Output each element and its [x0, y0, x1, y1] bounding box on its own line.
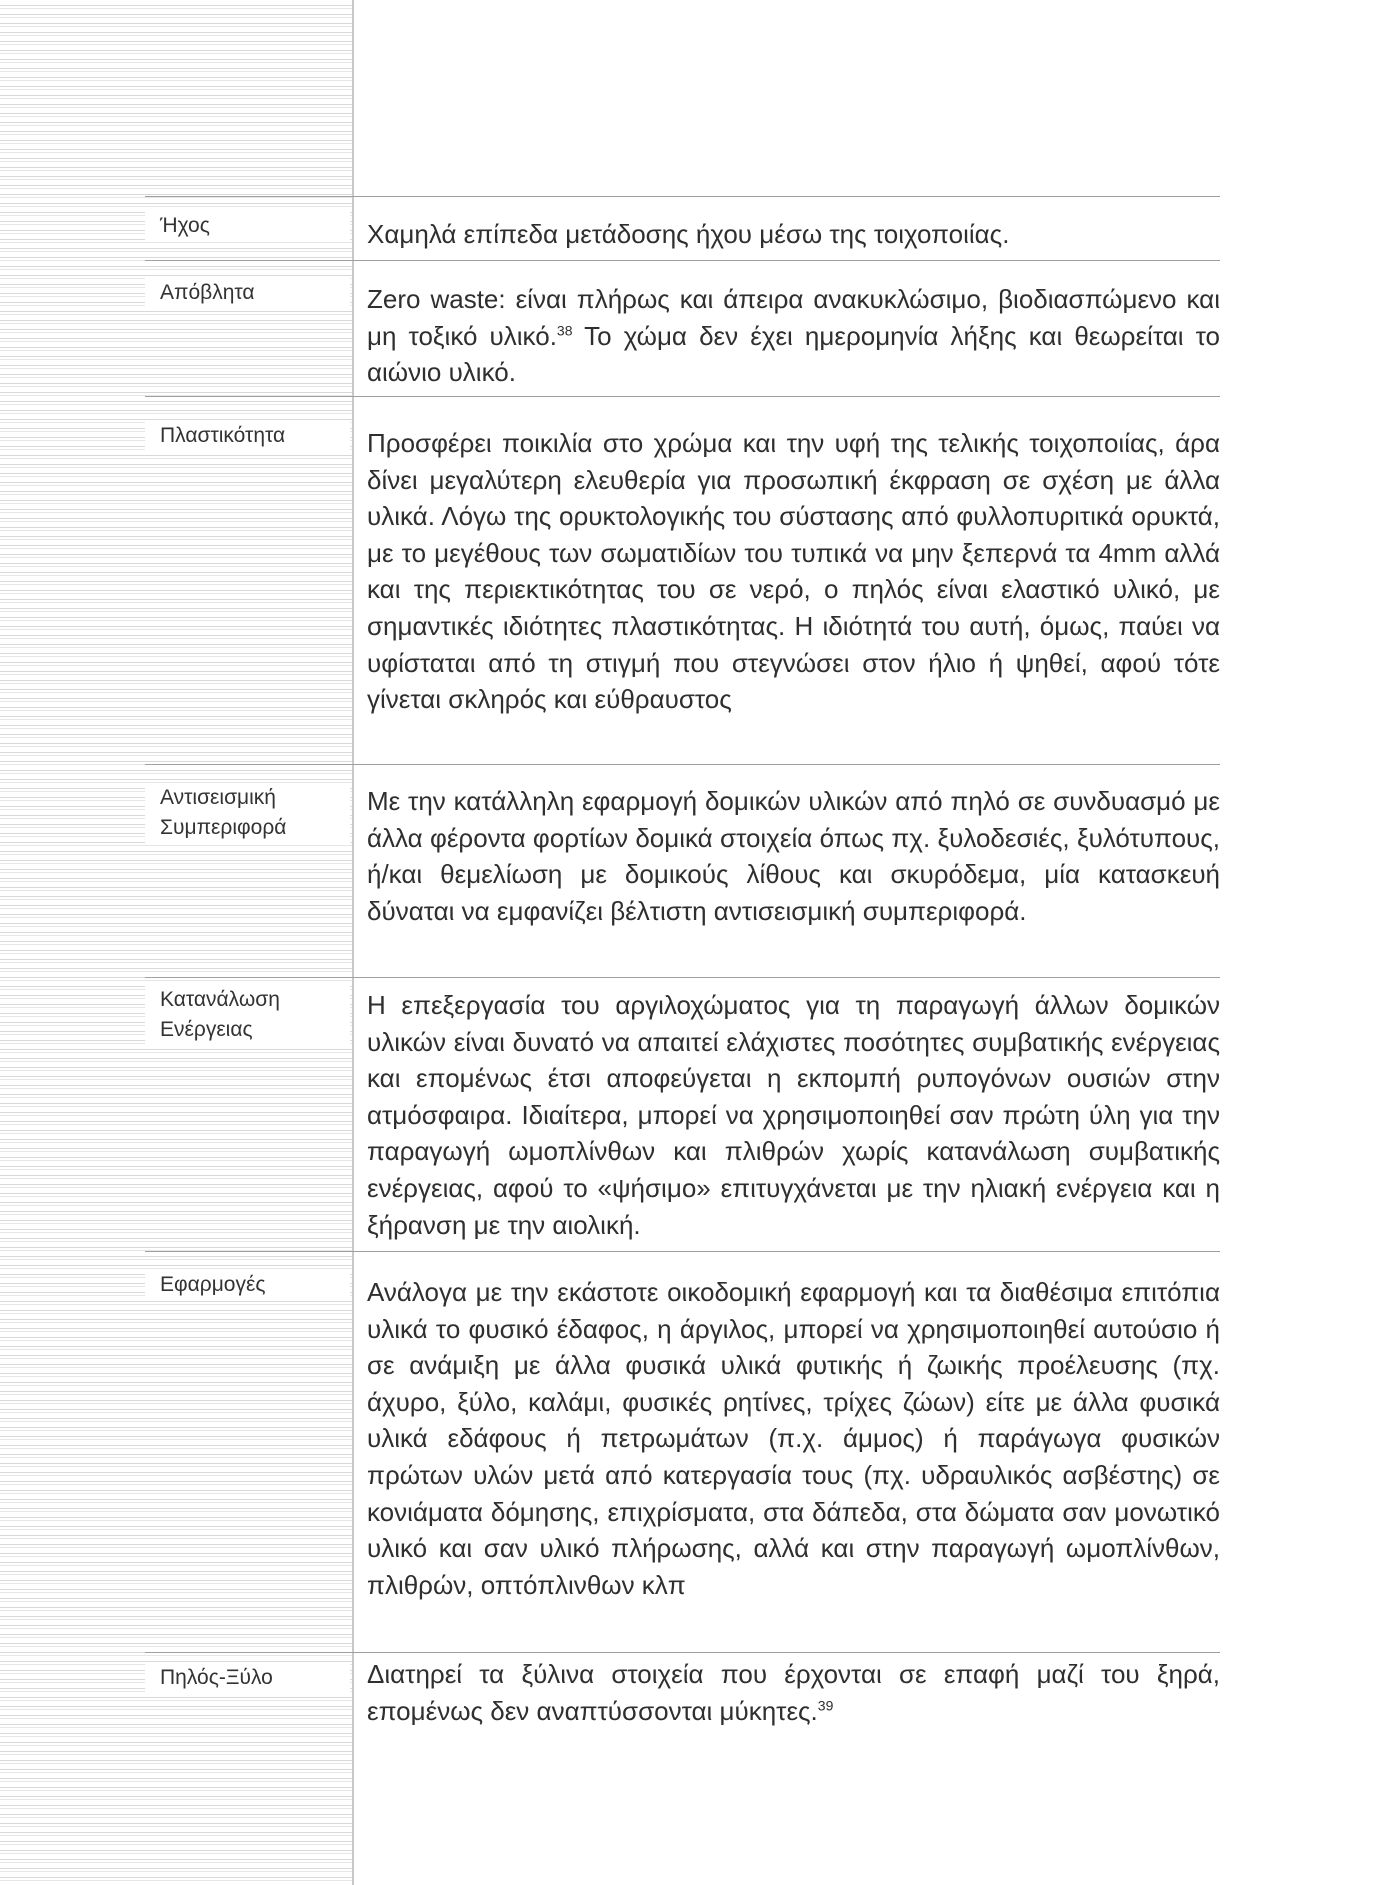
row-text: Χαμηλά επίπεδα μετάδοσης ήχου μέσω της τοιχοποιίας.	[367, 219, 1010, 249]
row-text-part: Το χώμα δεν έχει ημερομηνία λήξης και θεωρείται το αιώνιο υλικό.	[367, 320, 1220, 388]
table-row-energy	[145, 977, 1220, 1251]
row-text	[367, 1653, 1220, 1729]
properties-table	[145, 196, 1220, 1763]
table-row-sound	[145, 196, 1220, 260]
row-label: Πλαστικότητα	[145, 421, 350, 451]
row-text: Η επεξεργασία του αργιλοχώματος για τη παραγωγή άλλων δομικών υλικών είναι δυνατό να απαιτεί ελάχιστες ποσότητες συμβατικής ενέργειας και επομένως έτσι αποφεύγεται η εκπομπή ρυπογόνων ουσιών στην ατμόσφαιρα. Ιδιαίτερα, μπορεί να χρησιμοποιηθεί σαν πρώτη ύλη για την παραγωγή ωμοπλίνθων και πλιθρών χωρίς κατανάλωση συμβατικής ενέργειας, αφού το «ψήσιμο» επιτυγχάνεται με την ηλιακή ενέργεια και η ξήρανση με την αιολική.	[367, 990, 1220, 1240]
row-label: Κατανάλωση Ενέργειας	[145, 985, 350, 1045]
table-row-waste	[145, 260, 1220, 396]
table-row-plasticity	[145, 396, 1220, 764]
row-text-part: Διατηρεί τα ξύλινα στοιχεία που έρχονται σε επαφή μαζί του ξηρά, επομένως δεν αναπτύσσονται μύκητες.	[367, 1659, 1220, 1726]
row-text: Προσφέρει ποικιλία στο χρώμα και την υφή της τελικής τοιχοποιίας, άρα δίνει μεγαλύτερη ελευθερία για προσωπική έκφραση σε σχέση με άλλα υλικά. Λόγω της ορυκτολογικής του σύστασης από φυλλοπυριτικά ορυκτά, με το μεγέθους των σωματιδίων του τυπικά να μην ξεπερνά τα 4mm αλλά και της περιεκτικότητας του σε νερό, ο πηλός είναι ελαστικό υλικό, με σημαντικές ιδιότητες πλαστικότητας. Η ιδιότητά του αυτή, όμως, παύει να υφίσταται από τη στιγμή που στεγνώσει στον ήλιο ή ψηθεί, αφού τότε γίνεται σκληρός και εύθραυστος	[367, 428, 1220, 715]
row-label: Απόβλητα	[145, 278, 350, 308]
footnote-ref: 38	[556, 321, 573, 338]
row-label: Αντισεισμική Συμπεριφορά	[145, 783, 350, 843]
table-row-applications	[145, 1251, 1220, 1652]
row-text-part: Zero waste: είναι πλήρως και άπειρα ανακυκλώσιμο, βιοδιασπώμενο και μη τοξικό υλικό.	[367, 284, 1220, 351]
footnote-ref: 39	[817, 1696, 834, 1713]
row-label: Ήχος	[145, 211, 350, 241]
row-text	[367, 261, 1220, 391]
row-label: Εφαρμογές	[145, 1270, 350, 1300]
table-row-seismic	[145, 764, 1220, 977]
row-text: Ανάλογα με την εκάστοτε οικοδομική εφαρμογή και τα διαθέσιμα επιτόπια υλικά το φυσικό έδαφος, η άργιλος, μπορεί να χρησιμοποιηθεί αυτούσιο ή σε ανάμιξη με άλλα φυσικά υλικά φυτικής ή ζωικής προέλευσης (πχ. άχυρο, ξύλο, καλάμι, φυσικές ρητίνες, τρίχες ζώων) είτε με άλλα φυσικά υλικά εδάφους ή πετρωμάτων (π.χ. άμμος) ή παράγωγα φυσικών πρώτων υλών μετά από κατεργασία τους (πχ. υδραυλικός ασβέστης) σε κονιάματα δόμησης, επιχρίσματα, στα δάπεδα, στα δώματα σαν μονωτικό υλικό και σαν υλικό πλήρωσης, αλλά και στην παραγωγή ωμοπλίνθων, πλιθρών, οπτόπλινθων κλπ	[367, 1277, 1220, 1600]
table-row-clay-wood	[145, 1652, 1220, 1763]
row-text: Με την κατάλληλη εφαρμογή δομικών υλικών από πηλό σε συνδυασμό με άλλα φέροντα φορτίων δομικά στοιχεία όπως πχ. ξυλοδεσιές, ξυλότυπους, ή/και θεμελίωση με δομικούς λίθους και σκυρόδεμα, μία κατασκευή δύναται να εμφανίζει βέλτιστη αντισεισμική συμπεριφορά.	[367, 786, 1220, 926]
row-label: Πηλός-Ξύλο	[145, 1663, 350, 1693]
